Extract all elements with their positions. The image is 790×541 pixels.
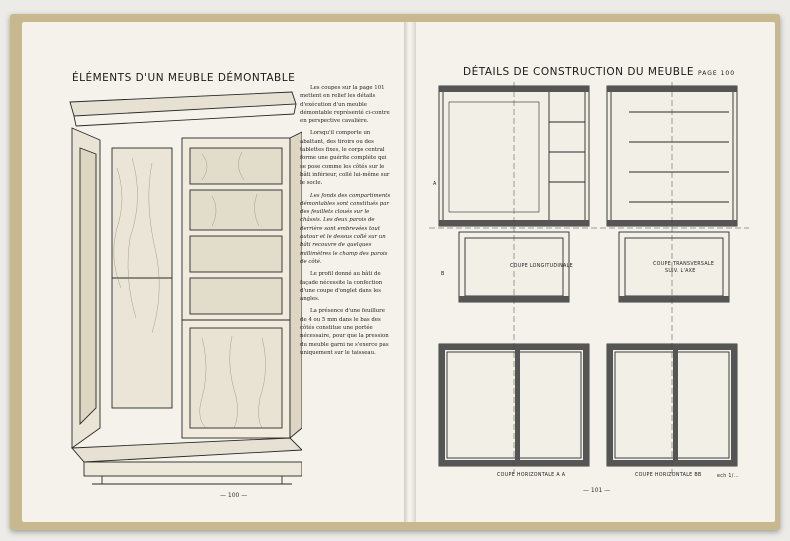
open-book: [10, 14, 780, 530]
paragraph: La présence d'une feuillure de 4 ou 5 mm dans le bas des côtés constitue une portée nécessaire, pour que la pression du meuble garni ne s'exerce pas uniquement sur le taisseau.: [300, 308, 389, 356]
right-page: [405, 22, 775, 522]
section-label-b: B: [441, 272, 445, 277]
page-reference: PAGE 100: [698, 70, 736, 77]
furniture-perspective-drawing: [62, 88, 302, 488]
left-page-title: ÉLÉMENTS D'UN MEUBLE DÉMONTABLE: [72, 72, 296, 84]
left-page-body-text: [300, 84, 392, 361]
right-title-text: DÉTAILS DE CONSTRUCTION DU MEUBLE: [463, 66, 694, 78]
paragraph: Le profil donné au bâti de façade nécessite la confection d'une coupe d'onglet dans les angles.: [300, 271, 383, 303]
paragraph: Les fonds des compartiments démontables sont constitués par des feuillets cloués sur le châssis. Les deux parois de derrière sont embrevées tout autour et le dessus collé sur un bâti recouvre de quelques millimètres le champ des parois de côté.: [300, 192, 391, 265]
scale-label: ech 1/...: [717, 474, 740, 479]
caption-horizontal-bb: COUPE HORIZONTALE BB: [635, 473, 702, 478]
section-label-a: A: [433, 182, 437, 187]
caption-horizontal-aa: COUPE HORIZONTALE A A: [497, 473, 566, 478]
caption-transversal-axis: SUIV. L'AXE: [665, 269, 696, 274]
left-page-number: — 100 —: [220, 492, 248, 499]
caption-longitudinal: COUPE LONGITUDINALE: [510, 264, 573, 269]
paragraph: Les coupes sur la page 101 mettent en relief les détails d'exécution d'un meuble démontable représenté ci-contre en perspective cavalière.: [300, 85, 390, 125]
right-page-number: — 101 —: [583, 487, 611, 494]
right-page-title: [463, 66, 735, 78]
paragraph: Lorsqu'il comporte un abattant, des tiroirs ou des tablettes fixes, le corps central forme une guérite complète qui se pose comme les côtés sur le bâti inférieur, collé lui-même sur le socle.: [300, 130, 390, 187]
caption-transversal: COUPE TRANSVERSALE: [653, 262, 715, 267]
construction-section-drawings: [429, 82, 759, 482]
left-page: [22, 22, 405, 522]
book-spine: [404, 22, 416, 522]
